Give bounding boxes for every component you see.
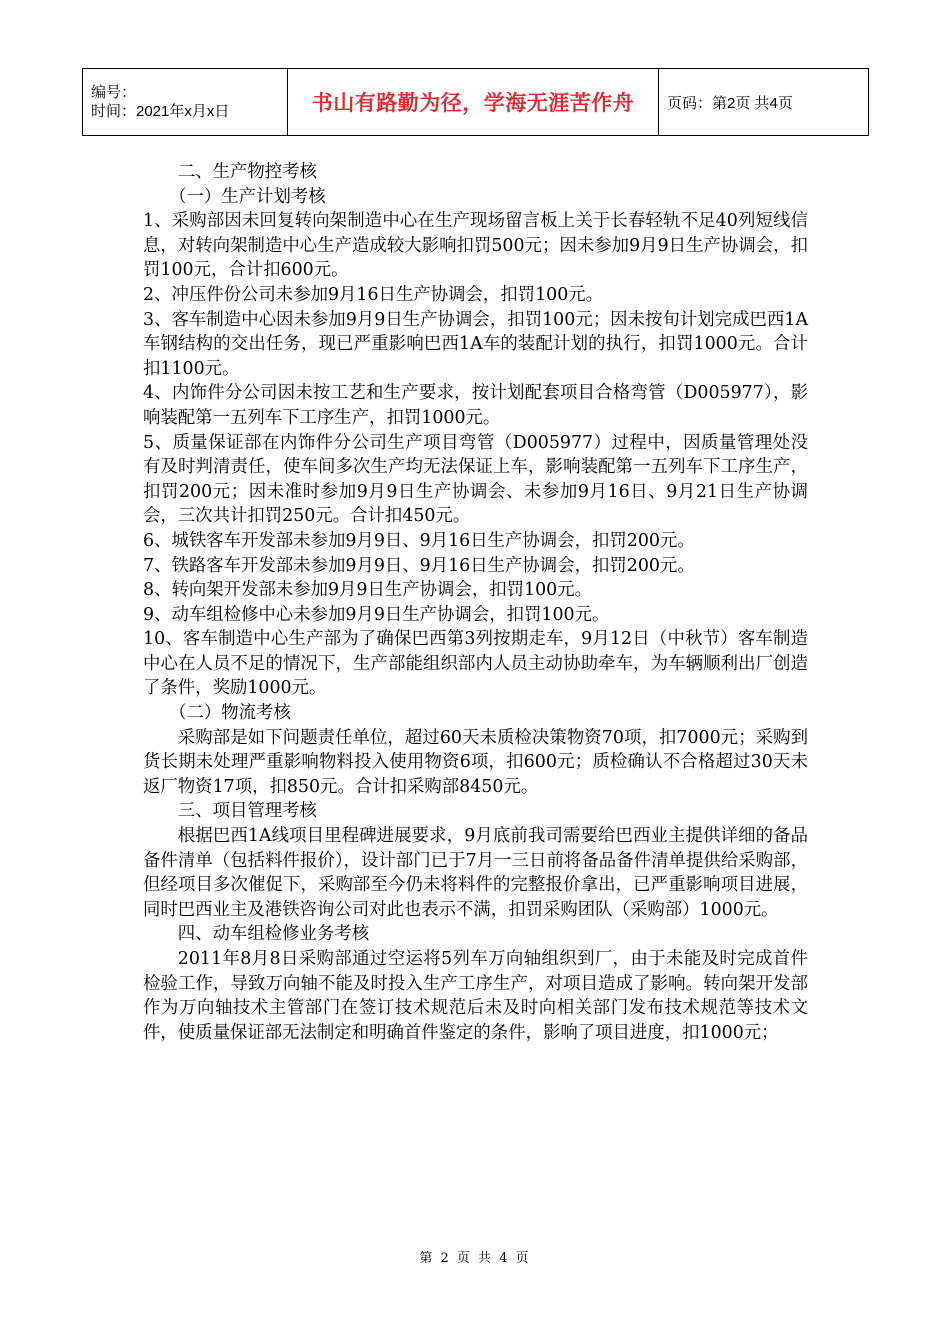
item-9: 9、动车组检修中心未参加9月9日生产协调会，扣罚100元。 — [143, 604, 610, 625]
maintenance-paragraph: 2011年8月8日采购部通过空运将5列车万向轴组织到厂，由于未能及时完成首件检验工作，导致万向轴不能及时投入生产工序生产，对项目造成了影响。转向架开发部作为万向轴技术主管部门在签订技术规范后未及时向相关部门发布技术规范等技术文件，使质量保证部无法制定和明确首件鉴定的条件，影响了项目进度，扣1000元； — [143, 949, 808, 1043]
section-heading-3: 三、项目管理考核 — [177, 801, 317, 822]
item-1: 1、采购部因未回复转向架制造中心在生产现场留言板上关于长春轻轨不足40列短线信息，对转向架制造中心生产造成较大影响扣罚500元；因未参加9月9日生产协调会，扣罚100元，合计扣600元。 — [143, 211, 808, 281]
item-7: 7、铁路客车开发部未参加9月9日、9月16日生产协调会，扣罚200元。 — [143, 555, 695, 576]
subsection-heading-plan: （一）生产计划考核 — [169, 186, 326, 207]
header-motto: 书山有路勤为径，学海无涯苦作舟 — [288, 69, 659, 136]
subsection-heading-logistics: （二）物流考核 — [169, 703, 291, 724]
item-8: 8、转向架开发部未参加9月9日生产协调会，扣罚100元。 — [143, 580, 592, 601]
document-body — [143, 160, 808, 1045]
header-page-label: 页码：第2页 共4页 — [659, 69, 869, 136]
document-date-label: 时间：2021年x月x日 — [91, 103, 230, 120]
header-meta-cell — [83, 69, 288, 136]
item-3: 3、客车制造中心因未参加9月9日生产协调会，扣罚100元；因未按旬计划完成巴西1A车钢结构的交出任务，现已严重影响巴西1A车的装配计划的执行，扣罚1000元。合计扣1100元。 — [143, 309, 808, 379]
section-heading-2: 二、生产物控考核 — [177, 162, 317, 182]
item-4: 4、内饰件分公司因未按工艺和生产要求，按计划配套项目合格弯管（D005977），影响装配第一五列车下工序生产，扣罚1000元。 — [143, 383, 808, 428]
page-footer: 第 2 页 共 4 页 — [419, 1251, 531, 1266]
item-6: 6、城铁客车开发部未参加9月9日、9月16日生产协调会，扣罚200元。 — [143, 530, 695, 551]
project-management-paragraph: 根据巴西1A线项目里程碑进展要求，9月底前我司需要给巴西业主提供详细的备品备件清单（包括料件报价），设计部门已于7月一三日前将备品备件清单提供给采购部，但经项目多次催促下，采购部至今仍未将料件的完整报价拿出，已严重影响项目进展，同时巴西业主及港铁咨询公司对此也表示不满，扣罚采购团队（采购部）1000元。 — [143, 826, 808, 920]
item-2: 2、冲压件份公司未参加9月16日生产协调会，扣罚100元。 — [143, 284, 604, 305]
document-header — [82, 68, 869, 136]
item-10: 10、客车制造中心生产部为了确保巴西第3列按期走车，9月12日（中秋节）客车制造中心在人员不足的情况下，生产部能组织部内人员主动协助牵车，为车辆顺利出厂创造了条件，奖励1000元。 — [143, 629, 808, 699]
logistics-paragraph: 采购部是如下问题责任单位，超过60天未质检决策物资70项，扣7000元；采购到货长期未处理严重影响物料投入使用物资6项，扣600元；质检确认不合格超过30天未返厂物资17项，扣850元。合计扣采购部8450元。 — [143, 727, 808, 797]
document-number-label: 编号： — [91, 84, 137, 101]
section-heading-4: 四、动车组检修业务考核 — [177, 924, 370, 945]
item-5: 5、质量保证部在内饰件分公司生产项目弯管（D005977）过程中，因质量管理处没有及时判清责任，使车间多次生产均无法保证上车，影响装配第一五列车下工序生产，扣罚200元；因未准时参加9月9日生产协调会、未参加9月16日、9月21日生产协调会，三次共计扣罚250元。合计扣450元。 — [143, 432, 808, 527]
